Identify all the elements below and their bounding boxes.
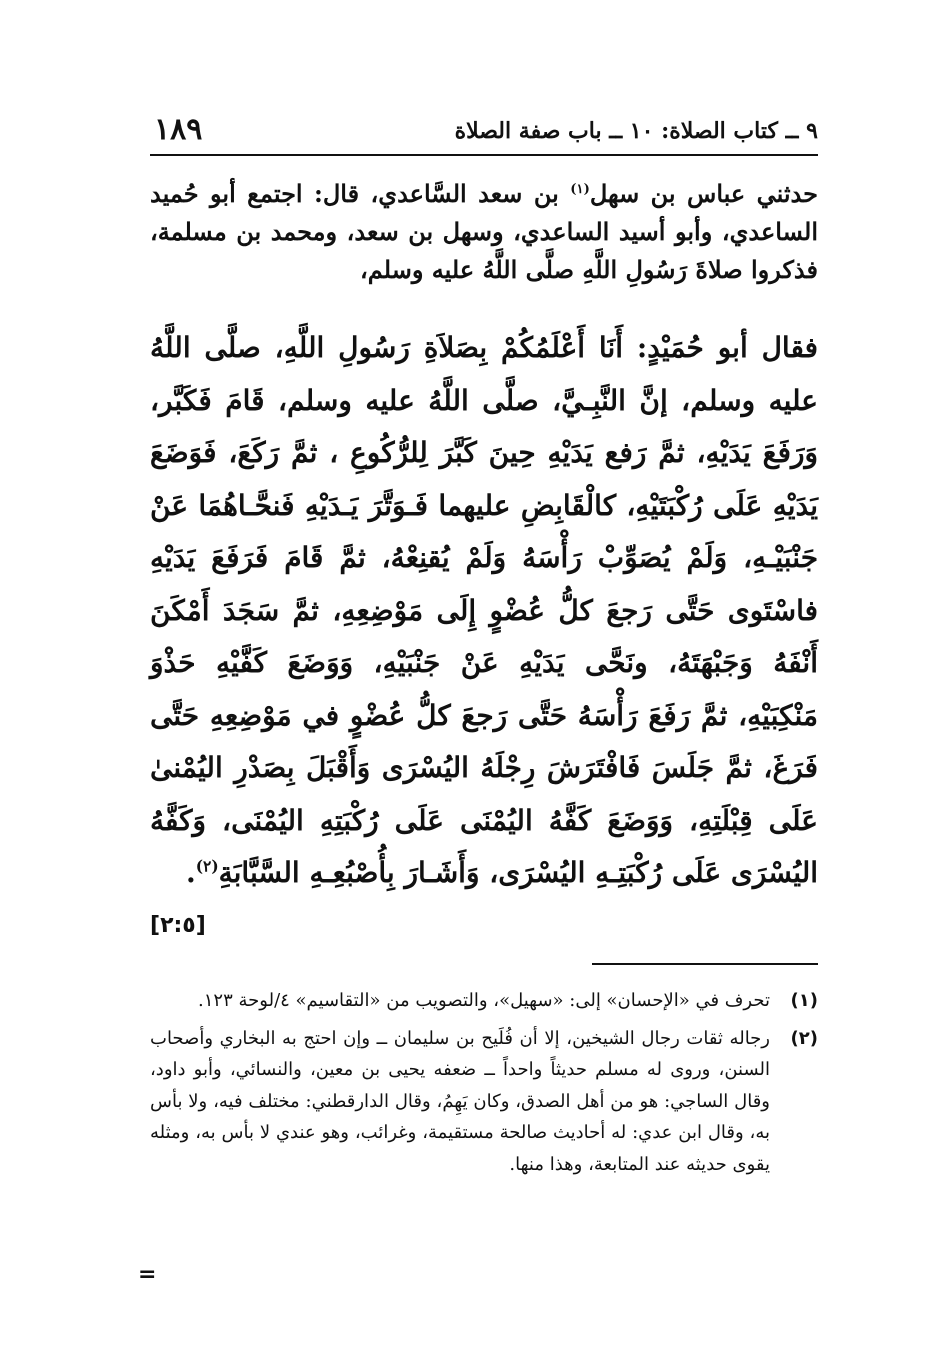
header-rule	[150, 154, 818, 156]
footnote-number: (٢)	[790, 1027, 818, 1049]
footnote-item	[150, 1023, 818, 1181]
footnotes-section	[150, 985, 818, 1186]
page-header	[150, 110, 818, 154]
isnad-paragraph	[150, 175, 818, 289]
hadith-text: فقال أبو حُمَيْدٍ: أَنَا أَعْلَمُكُمْ بِصَلاَةِ رَسُولِ اللَّهِ، صلَّى اللَّهُ عليه وسلم، إنَّ النَّبِـيَّ، صلَّى اللَّهُ عليه وسلم، قَامَ فَكَبَّر، وَرَفَعَ يَدَيْهِ، ثمَّ رَفع يَدَيْهِ حِينَ كَبَّرَ لِلرُّكُوعِ ، ثمَّ رَكَعَ، فَوَضَعَ يَدَيْهِ عَلَى رُكْبَتَيْهِ، كالْقَابِضِ عليهما فَـوَتَّرَ يَـدَيْهِ فَنحَّـاهُمَا عَنْ جَنْبَيْـهِ، وَلَمْ يُصَوِّبْ رَأْسَهُ وَلَمْ يُقنِعْهُ، ثمَّ قَامَ فَرَفَعَ يَدَيْهِ فاسْتَوى حَتَّى رَجعَ كلُّ عُضْوٍ إِلَى مَوْضِعِهِ، ثمَّ سَجَدَ أَمْكَنَ أَنْفَهُ وَجَبْهَتَهُ، ونَحَّى يَدَيْهِ عَنْ جَنْبَيْهِ، وَوَضَعَ كَفَّيْهِ حَذْوَ مَنْكِبَيْهِ، ثمَّ رَفَعَ رَأْسَهُ حَتَّى رَجعَ كلُّ عُضْوٍ في مَوْضِعِهِ حَتَّى فَرَغَ، ثمَّ جَلَسَ فَافْتَرَشَ رِجْلَهُ اليُسْرَى وَأَقْبَلَ بِصَدْرِ اليُمْنىٰ عَلَى قِبْلَتِهِ، وَوَضَعَ كَفَّهُ اليُمْنَى عَلَى رُكْبَتِهِ اليُمْنَى، وَكَفَّهُ اليُسْرَى عَلَى رُكْبَتِـهِ اليُسْرَى، وَأَشَـارَ بِأُصْبُعِـهِ السَّبَّابَةِ	[150, 331, 818, 889]
footnote-text: رجاله ثقات رجال الشيخين، إلا أن فُلَيح بن سليمان ــ وإن احتج به البخاري وأصحاب السنن، وروى له مسلم حديثاً واحداً ــ ضعفه يحيى بن معين، والنسائي، وأبو داود، وقال الساجي: هو من أهل الصدق، وكان يَهِمُ، وقال الدارقطني: مختلف فيه، ولا بأس به، وقال ابن عدي: له أحاديث صالحة مستقيمة، وغرائب، وهو عندي لا بأس به، ومثله يقوى حديثه عند المتابعة، وهذا منها.	[150, 1027, 770, 1175]
hadith-reference: [٢:٥]	[150, 912, 206, 938]
hadith-paragraph	[150, 322, 818, 952]
footnote-text: تحرف في «الإحسان» إلى: «سهيل»، والتصويب من «التقاسيم» ٤/لوحة ١٢٣.	[198, 990, 770, 1011]
isnad-text-end: بن سعد السَّاعدي، قال: اجتمع أبو حُميد الساعدي، وأبو أسيد الساعدي، وسهل بن سعد، ومحمد بن مسلمة، فذكروا صلاةَ رَسُولِ اللَّهِ صلَّى اللَّهُ عليه وسلم،	[150, 179, 818, 284]
hadith-end: .	[186, 856, 196, 889]
footnote-rule	[592, 963, 818, 965]
isnad-text-start: حدثني عباس بن سهل	[589, 179, 818, 208]
page-number: ١٨٩	[154, 112, 203, 147]
footnote-marker-2: (٢)	[195, 857, 219, 876]
continuation-mark: =	[138, 1262, 157, 1287]
footnote-marker-1: (١)	[570, 182, 590, 197]
running-title: ٩ ــ كتاب الصلاة: ١٠ ــ باب صفة الصلاة	[454, 118, 818, 144]
footnote-item	[150, 985, 818, 1017]
footnote-number: (١)	[790, 990, 818, 1011]
